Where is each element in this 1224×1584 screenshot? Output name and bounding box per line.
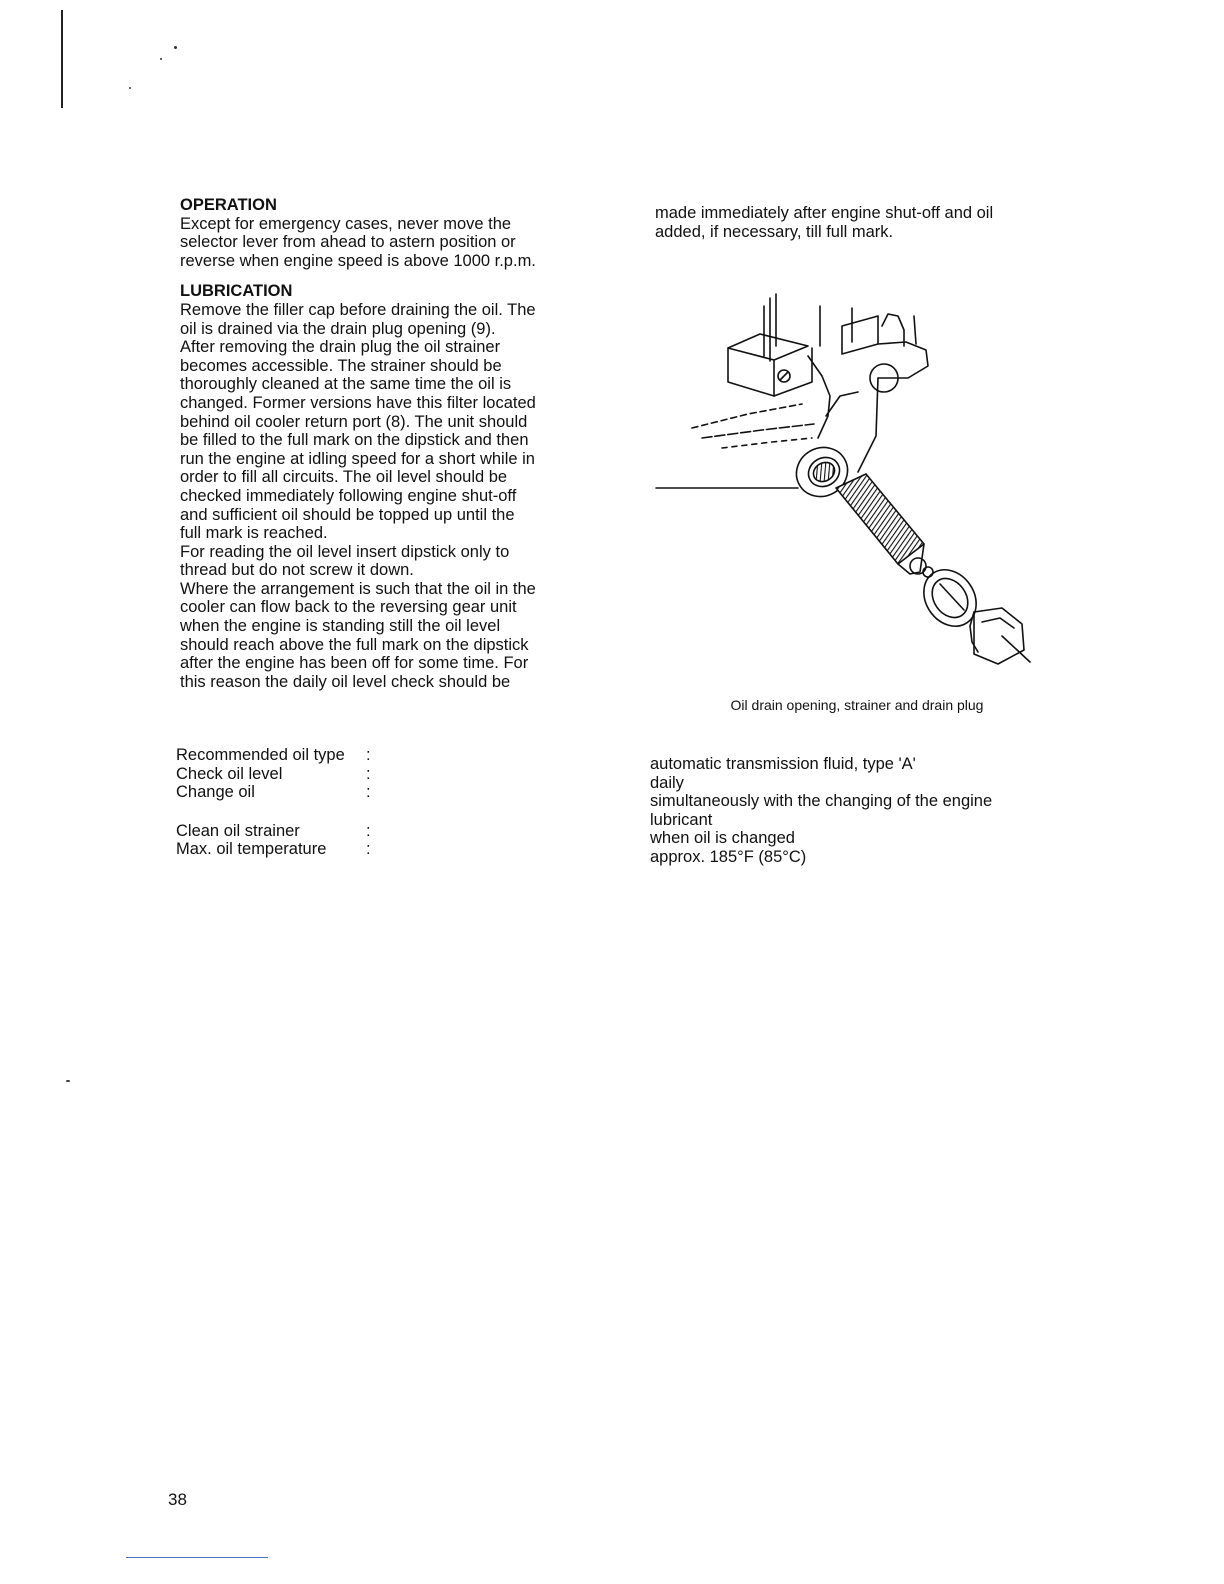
spec-labels bbox=[176, 746, 371, 859]
left-column bbox=[180, 196, 600, 691]
operation-text bbox=[180, 215, 600, 271]
spec-colon: : bbox=[366, 840, 371, 859]
spec-value: approx. 185°F (85°C) bbox=[650, 847, 807, 866]
text-line: behind oil cooler return port (8). The unit should bbox=[180, 412, 528, 431]
lubrication-heading: LUBRICATION bbox=[180, 282, 293, 301]
scan-speck bbox=[66, 1080, 70, 1082]
scan-speck bbox=[129, 87, 131, 89]
page-number: 38 bbox=[168, 1490, 187, 1509]
oil-drain-drawing bbox=[652, 286, 1042, 686]
text-line: thoroughly cleaned at the same time the oil is bbox=[180, 375, 512, 394]
spec-label: Recommended oil type bbox=[176, 746, 345, 764]
spec-value: automatic transmission fluid, type 'A' bbox=[650, 755, 916, 773]
spec-label: Max. oil temperature bbox=[176, 840, 327, 859]
text-line: full mark is reached. bbox=[180, 524, 328, 543]
spec-gap bbox=[176, 802, 345, 822]
text-line: selector lever from ahead to astern position or bbox=[180, 233, 516, 252]
text-line: checked immediately following engine shut-off bbox=[180, 486, 517, 505]
spec-label: Change oil bbox=[176, 783, 255, 802]
text-line: reverse when engine speed is above 1000 r.p.m. bbox=[180, 251, 536, 270]
spec-values bbox=[650, 755, 992, 867]
spec-colon: : bbox=[366, 821, 371, 840]
margin-bar bbox=[61, 10, 63, 108]
spec-row bbox=[176, 840, 371, 859]
spec-colon: : bbox=[366, 746, 371, 764]
text-line: added, if necessary, till full mark. bbox=[655, 222, 894, 241]
operation-section bbox=[180, 196, 600, 270]
scan-speck bbox=[160, 58, 162, 60]
spec-row bbox=[176, 821, 371, 841]
spec-colon: : bbox=[366, 764, 371, 783]
text-line: when the engine is standing still the oil level bbox=[180, 617, 501, 636]
scan-speck bbox=[174, 46, 177, 49]
spec-label: Check oil level bbox=[176, 764, 283, 783]
spec-label: Clean oil strainer bbox=[176, 821, 300, 840]
text-line: be filled to the full mark on the dipstick and then bbox=[180, 431, 529, 450]
lubrication-text bbox=[180, 301, 600, 691]
text-line: For reading the oil level insert dipstick only to bbox=[180, 542, 510, 561]
spec-value: lubricant bbox=[650, 810, 713, 829]
text-line: changed. Former versions have this filter located bbox=[180, 393, 536, 412]
continuation-text bbox=[655, 204, 1055, 241]
text-line: Where the arrangement is such that the oil in the bbox=[180, 579, 536, 598]
text-line: run the engine at idling speed for a short while in bbox=[180, 449, 535, 468]
text-line: Except for emergency cases, never move the bbox=[180, 214, 512, 233]
text-line: After removing the drain plug the oil strainer bbox=[180, 338, 501, 357]
text-line: Remove the filler cap before draining the oil. The bbox=[180, 300, 536, 319]
spec-row bbox=[176, 746, 371, 765]
text-line: thread but do not screw it down. bbox=[180, 561, 414, 580]
spec-value: simultaneously with the changing of the engine bbox=[650, 792, 993, 811]
right-column bbox=[655, 204, 1055, 241]
spec-colon: : bbox=[366, 783, 371, 802]
text-line: after the engine has been off for some time. For bbox=[180, 654, 529, 673]
text-line: and sufficient oil should be topped up until the bbox=[180, 505, 515, 524]
text-line: cooler can flow back to the reversing gear unit bbox=[180, 598, 517, 617]
text-line: this reason the daily oil level check should be bbox=[180, 672, 511, 691]
text-line: becomes accessible. The strainer should be bbox=[180, 356, 502, 375]
text-line: made immediately after engine shut-off and oil bbox=[655, 204, 994, 222]
text-line: order to fill all circuits. The oil level should be bbox=[180, 468, 508, 487]
spec-value: daily bbox=[650, 773, 684, 792]
spec-value: when oil is changed bbox=[650, 829, 795, 848]
spec-row bbox=[176, 783, 371, 802]
bottom-rule bbox=[126, 1557, 268, 1558]
text-line: should reach above the full mark on the dipstick bbox=[180, 635, 529, 654]
oil-drain-illustration bbox=[652, 286, 1042, 686]
lubrication-section bbox=[180, 282, 600, 691]
operation-heading: OPERATION bbox=[180, 196, 277, 214]
figure-caption: Oil drain opening, strainer and drain plug bbox=[730, 697, 984, 713]
text-line: oil is drained via the drain plug opening (9). bbox=[180, 319, 496, 338]
spec-row bbox=[176, 764, 371, 784]
